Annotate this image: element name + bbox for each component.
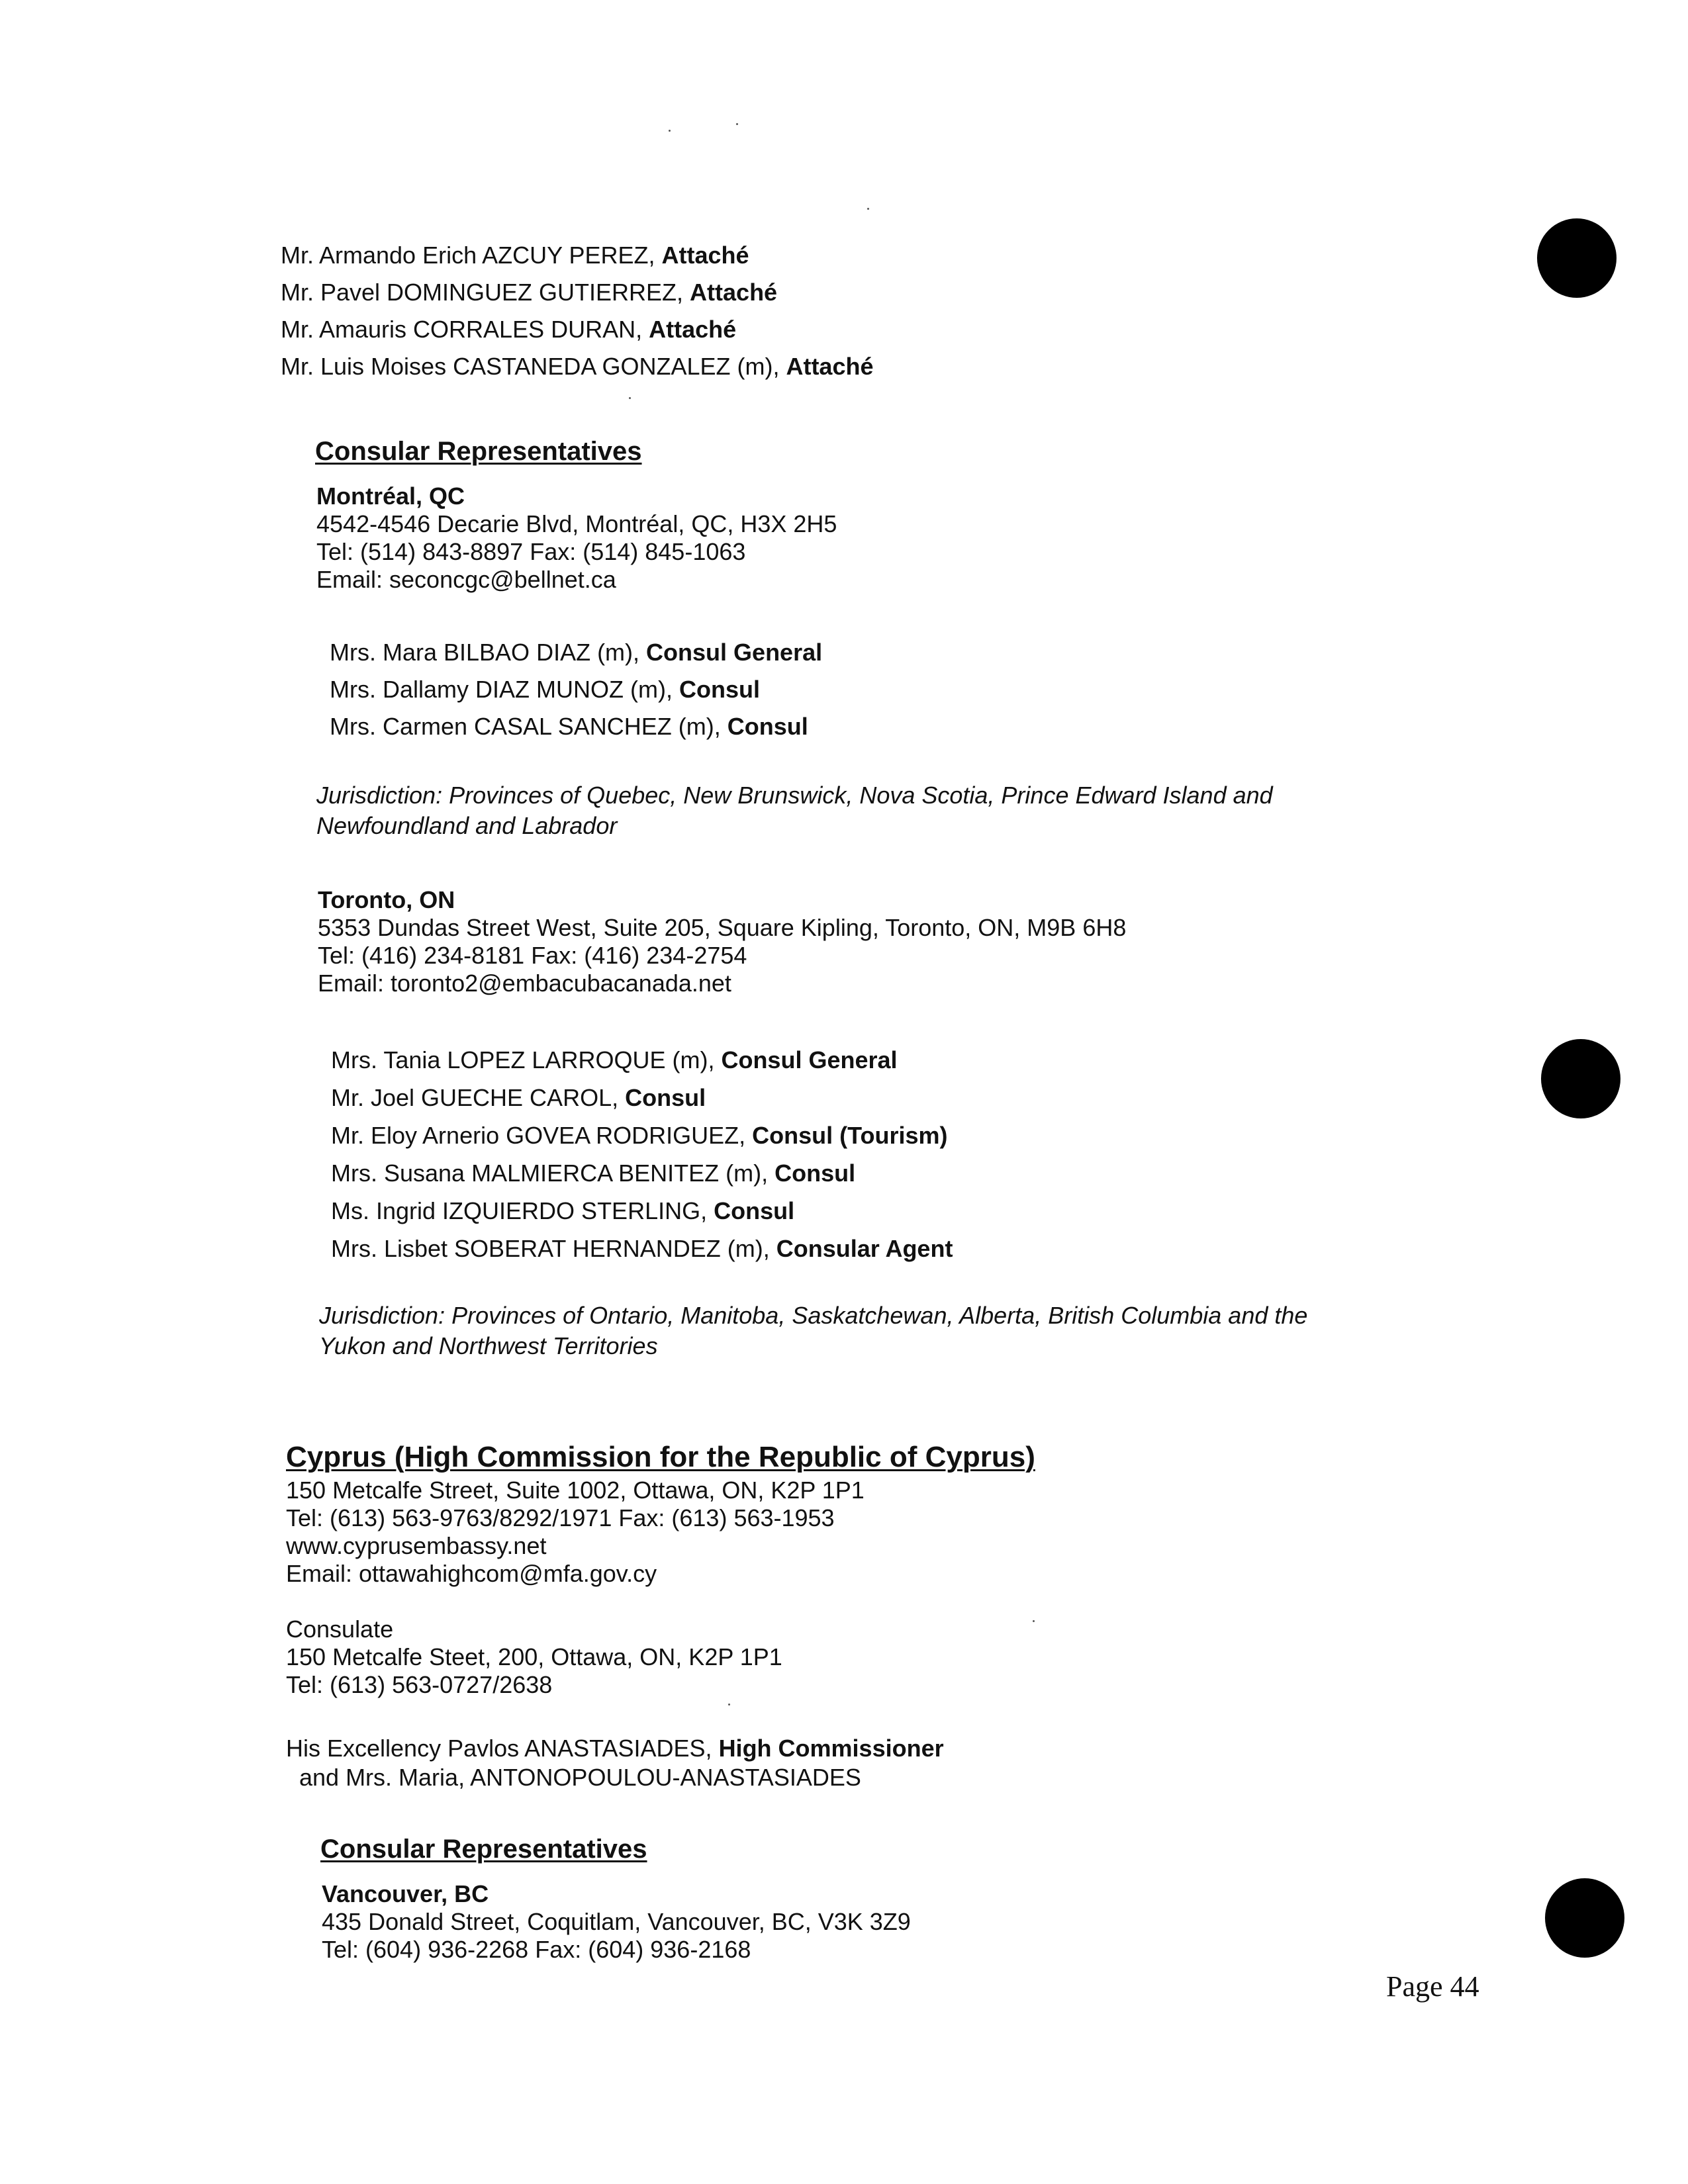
staff-name: Mrs. Mara BILBAO DIAZ (m), (330, 639, 647, 666)
toronto-city: Toronto, ON (318, 886, 455, 913)
staff-line (331, 1234, 953, 1263)
staff-title: Consul (679, 676, 760, 703)
scan-speck (1033, 1620, 1035, 1622)
vancouver-address: 435 Donald Street, Coquitlam, Vancouver, BC, V3K 3Z9 (322, 1908, 911, 1935)
cyprus-consulate-label: Consulate (286, 1615, 394, 1643)
staff-line (281, 241, 749, 270)
page-number: Page 44 (1386, 1970, 1479, 2003)
montreal-city: Montréal, QC (316, 482, 465, 510)
jurisdiction-label: Jurisdiction: (319, 1302, 452, 1329)
toronto-tel: Tel: (416) 234-8181 Fax: (416) 234-2754 (318, 942, 747, 969)
staff-name: Mrs. Lisbet SOBERAT HERNANDEZ (m), (331, 1235, 776, 1262)
staff-line (331, 1121, 947, 1150)
staff-title: Consular Agent (776, 1235, 953, 1262)
staff-line (331, 1083, 706, 1113)
montreal-jurisdiction-cont: Newfoundland and Labrador (316, 812, 618, 839)
staff-line (330, 638, 822, 667)
staff-line (281, 352, 873, 381)
staff-name: Mr. Luis Moises CASTANEDA GONZALEZ (m), (281, 353, 786, 380)
montreal-email: Email: seconcgc@bellnet.ca (316, 566, 616, 593)
staff-line (331, 1046, 898, 1075)
cyprus-consulate-address: 150 Metcalfe Steet, 200, Ottawa, ON, K2P 1P1 (286, 1643, 782, 1670)
cyprus-consular-heading: Consular Representatives (320, 1835, 647, 1864)
staff-name: Mrs. Susana MALMIERCA BENITEZ (m), (331, 1160, 775, 1187)
staff-title: Attaché (661, 242, 749, 269)
staff-title: Consul General (721, 1046, 898, 1073)
staff-line (281, 315, 736, 344)
cyprus-address: 150 Metcalfe Street, Suite 1002, Ottawa, ON, K2P 1P1 (286, 1477, 865, 1504)
staff-title: Consul (727, 713, 808, 740)
staff-title: Consul (774, 1160, 856, 1187)
cyprus-spouse: and Mrs. Maria, ANTONOPOULOU-ANASTASIADES (299, 1764, 861, 1791)
montreal-address: 4542-4546 Decarie Blvd, Montréal, QC, H3X 2H5 (316, 510, 837, 537)
staff-name: Mr. Armando Erich AZCUY PEREZ, (281, 242, 662, 269)
staff-title: Attaché (649, 316, 737, 343)
staff-line (281, 278, 777, 307)
toronto-jurisdiction-cont: Yukon and Northwest Territories (319, 1332, 658, 1359)
jurisdiction-text: Provinces of Quebec, New Brunswick, Nova Scotia, Prince Edward Island and (449, 782, 1273, 809)
jurisdiction-label: Jurisdiction: (316, 782, 449, 809)
staff-title: Attaché (786, 353, 874, 380)
toronto-email: Email: toronto2@embacubacanada.net (318, 970, 731, 997)
scan-speck (867, 208, 869, 210)
staff-name: Mrs. Carmen CASAL SANCHEZ (m), (330, 713, 727, 740)
staff-title: Consul (714, 1197, 795, 1224)
cyprus-heading: Cyprus (High Commission for the Republic of Cyprus) (286, 1441, 1035, 1473)
cyprus-email: Email: ottawahighcom@mfa.gov.cy (286, 1560, 657, 1587)
scan-speck (669, 130, 671, 132)
punch-hole-top (1537, 218, 1617, 298)
staff-name: Mrs. Tania LOPEZ LARROQUE (m), (331, 1046, 722, 1073)
toronto-jurisdiction (319, 1301, 1307, 1330)
cyprus-consulate-tel: Tel: (613) 563-0727/2638 (286, 1671, 553, 1698)
staff-name: Mr. Eloy Arnerio GOVEA RODRIGUEZ, (331, 1122, 753, 1149)
scan-speck (728, 1704, 730, 1706)
montreal-tel: Tel: (514) 843-8897 Fax: (514) 845-1063 (316, 538, 746, 565)
montreal-jurisdiction (316, 781, 1273, 810)
staff-title: Attaché (690, 279, 778, 306)
vancouver-city: Vancouver, BC (322, 1880, 489, 1907)
punch-hole-middle (1541, 1039, 1620, 1118)
cuba-consular-heading: Consular Representatives (315, 437, 642, 466)
toronto-address: 5353 Dundas Street West, Suite 205, Square Kipling, Toronto, ON, M9B 6H8 (318, 914, 1127, 941)
staff-title: Consul (Tourism) (752, 1122, 948, 1149)
staff-title: Consul (625, 1084, 706, 1111)
staff-name: Mr. Amauris CORRALES DURAN, (281, 316, 649, 343)
staff-line (330, 675, 760, 704)
staff-title: Consul General (646, 639, 823, 666)
staff-line (331, 1197, 794, 1226)
staff-title: High Commissioner (718, 1735, 944, 1762)
scan-speck (736, 123, 738, 125)
cyprus-tel: Tel: (613) 563-9763/8292/1971 Fax: (613) 563-1953 (286, 1504, 835, 1531)
scan-speck (629, 397, 631, 399)
staff-line (330, 712, 808, 741)
vancouver-tel: Tel: (604) 936-2268 Fax: (604) 936-2168 (322, 1936, 751, 1963)
staff-name: Mr. Pavel DOMINGUEZ GUTIERREZ, (281, 279, 690, 306)
cyprus-high-commissioner (286, 1734, 944, 1763)
staff-line (331, 1159, 855, 1188)
staff-name: His Excellency Pavlos ANASTASIADES, (286, 1735, 719, 1762)
staff-name: Ms. Ingrid IZQUIERDO STERLING, (331, 1197, 714, 1224)
jurisdiction-text: Provinces of Ontario, Manitoba, Saskatchewan, Alberta, British Columbia and the (451, 1302, 1308, 1329)
cyprus-website: www.cyprusembassy.net (286, 1532, 547, 1559)
staff-name: Mrs. Dallamy DIAZ MUNOZ (m), (330, 676, 679, 703)
punch-hole-bottom (1545, 1878, 1624, 1958)
staff-name: Mr. Joel GUECHE CAROL, (331, 1084, 626, 1111)
